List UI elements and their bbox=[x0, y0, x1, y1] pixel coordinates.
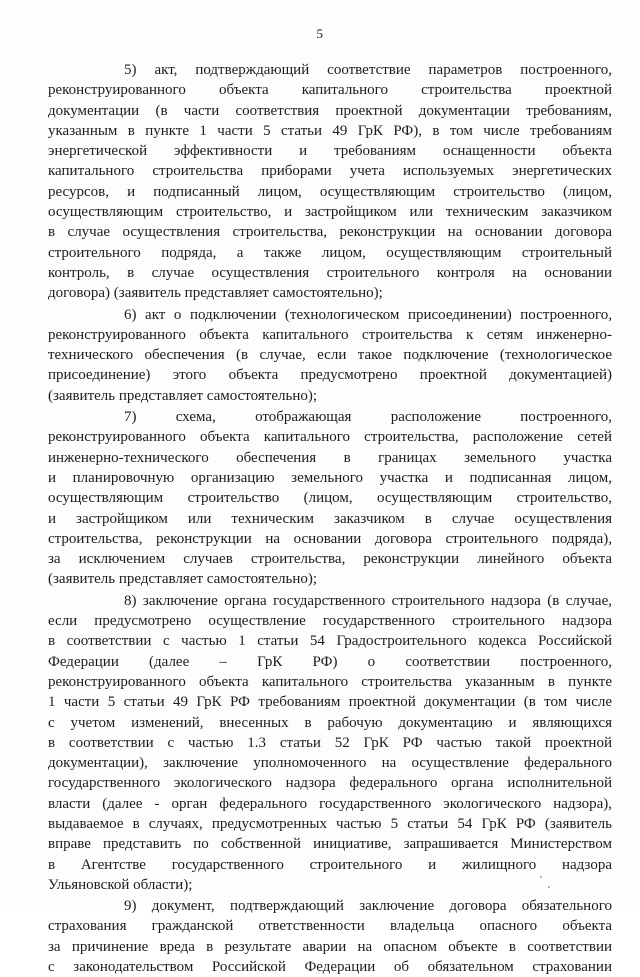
scan-speck bbox=[548, 886, 550, 888]
page-number: 5 bbox=[316, 26, 324, 41]
text-line: в соответствии с частью 1 статьи 54 Градостроительного кодекса Российской bbox=[48, 633, 612, 650]
text-line: страхования гражданской ответственности владельца опасного объекта bbox=[48, 918, 612, 935]
text-line: вправе представить по собственной инициативе, запрашивается Министерством bbox=[48, 836, 612, 853]
text-line: 9) документ, подтверждающий заключение договора обязательного bbox=[124, 898, 612, 915]
text-line: инженерно-технического обеспечения в границах земельного участка bbox=[48, 449, 612, 466]
text-line: выдаваемое в случаях, предусмотренных частью 5 статьи 54 ГрК РФ (заявитель bbox=[48, 815, 612, 832]
text-line: строительного подряда, а также лицом, осуществляющим строительный bbox=[48, 244, 612, 261]
paragraph-item-8 bbox=[48, 591, 612, 895]
scan-speck bbox=[540, 876, 542, 878]
text-line: осуществляющим строительство, и застройщиком или техническим заказчиком bbox=[48, 204, 612, 221]
text-line: присоединение) этого объекта предусмотрено проектной документацией) bbox=[48, 367, 612, 384]
text-line: если предусмотрено осуществление государственного строительного надзора bbox=[48, 613, 612, 630]
text-line: 5) акт, подтверждающий соответствие параметров построенного, bbox=[124, 62, 612, 78]
paragraph-item-9 bbox=[48, 896, 612, 977]
text-line: власти (далее - орган федерального государственного экологического надзора), bbox=[48, 795, 612, 812]
text-line: осуществляющим строительство (лицом, осуществляющим строительство, bbox=[48, 490, 612, 507]
text-line: капитального строительства приборами учета используемых энергетических bbox=[48, 163, 612, 180]
text-line: с учетом изменений, внесенных в рабочую документацию и являющихся bbox=[48, 714, 612, 731]
text-line: реконструированного объекта капитального строительства проектной bbox=[48, 82, 612, 99]
document-body bbox=[48, 60, 612, 977]
text-line: ресурсов, и подписанный лицом, осуществляющим строительство (лицом, bbox=[48, 183, 612, 200]
text-line: указанным в пункте 1 части 5 статьи 49 ГрК РФ), в том числе требованиям bbox=[48, 122, 612, 139]
text-line: в соответствии с частью 1.3 статьи 52 ГрК РФ частью такой проектной bbox=[48, 734, 612, 751]
text-line: реконструированного объекта капитального строительства, расположение сетей bbox=[48, 429, 612, 446]
text-line: документации (в части соответствия проектной документации требованиям, bbox=[48, 102, 612, 119]
text-line: документации), заключение уполномоченного на осуществление федерального bbox=[48, 755, 612, 772]
text-line: контроль, в случае осуществления строительного контроля на основании bbox=[48, 264, 612, 281]
text-line: строительства, реконструкции на основании договора строительного подряда), bbox=[48, 530, 612, 547]
text-line: в случае осуществления строительства, реконструкции на основании договора bbox=[48, 224, 612, 241]
text-line: 1 части 5 статьи 49 ГрК РФ требованиям проектной документации (в том числе bbox=[48, 694, 612, 711]
text-line: и планировочную организацию земельного участка и подписанная лицом, bbox=[48, 469, 612, 486]
text-line: (заявитель представляет самостоятельно); bbox=[48, 387, 318, 404]
text-line: (заявитель представляет самостоятельно); bbox=[48, 571, 318, 588]
text-line: энергетической эффективности и требованиям оснащенности объекта bbox=[48, 143, 612, 160]
text-line: 8) заключение органа государственного строительного надзора (в случае, bbox=[124, 592, 612, 609]
paragraph-item-6 bbox=[48, 305, 612, 406]
paragraph-item-5 bbox=[48, 60, 612, 304]
text-line: Ульяновской области); bbox=[48, 876, 193, 893]
text-line: 7) схема, отображающая расположение построенного, bbox=[124, 409, 612, 426]
paragraph-item-7 bbox=[48, 407, 612, 590]
text-line: государственного экологического надзора федерального органа исполнительной bbox=[48, 775, 612, 792]
text-line: Федерации (далее – ГрК РФ) о соответствии построенного, bbox=[48, 653, 612, 670]
text-line: за исключением случаев строительства, реконструкции линейного объекта bbox=[48, 551, 612, 568]
text-line: за причинение вреда в результате аварии на опасном объекте в соответствии bbox=[48, 938, 612, 955]
text-line: в Агентстве государственного строительного и жилищного надзора bbox=[48, 856, 612, 873]
text-line: реконструированного объекта капитального строительства к сетям инженерно- bbox=[48, 326, 612, 343]
text-line: 6) акт о подключении (технологическом присоединении) построенного, bbox=[124, 306, 612, 323]
text-line: технического обеспечения (в случае, если такое подключение (технологическое bbox=[48, 347, 612, 364]
text-line: с законодательством Российской Федерации об обязательном страховании bbox=[48, 959, 612, 976]
text-line: договора) (заявитель представляет самостоятельно); bbox=[48, 285, 383, 302]
text-line: и застройщиком или техническим заказчиком в случае осуществления bbox=[48, 510, 612, 527]
text-line: реконструированного объекта капитального строительства указанным в пункте bbox=[48, 673, 612, 690]
